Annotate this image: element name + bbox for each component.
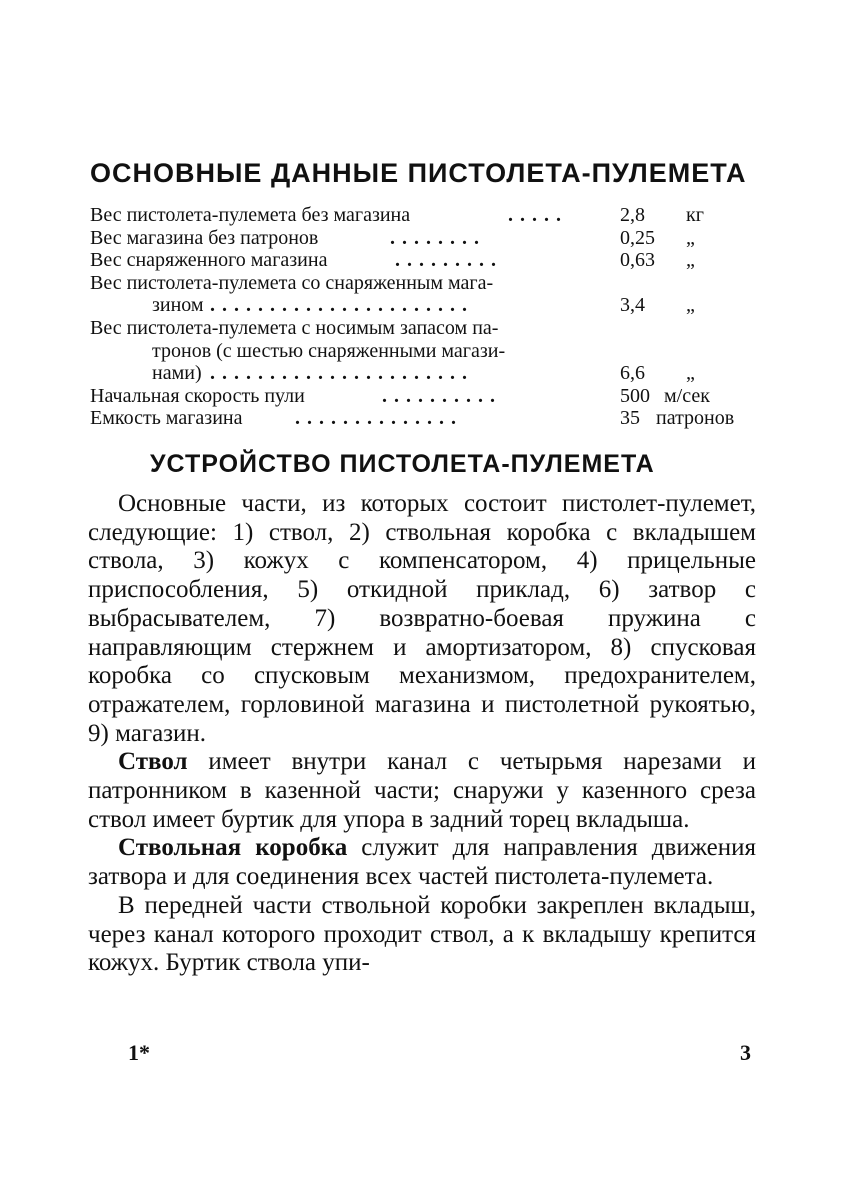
spec-leader-dots: . . . . . . . . — [390, 226, 480, 249]
spec-label: Вес снаряженного магазина — [90, 249, 328, 272]
spec-label: нами) — [152, 362, 202, 385]
spec-unit: „ — [686, 294, 695, 317]
spec-row — [90, 227, 760, 250]
spec-value: 35 — [620, 407, 640, 430]
spec-row — [90, 407, 760, 430]
spec-label: Вес пистолета-пулемета без магазина — [90, 204, 411, 226]
spec-value: 0,25 — [620, 226, 655, 249]
spec-leader-dots: . . . . . . . . . . . . . . — [295, 407, 457, 430]
spec-value: 0,63 — [620, 249, 655, 272]
spec-unit: патронов — [656, 407, 735, 430]
specs-list — [90, 204, 760, 430]
paragraph — [88, 892, 756, 978]
spec-value: 2,8 — [620, 204, 645, 226]
spec-row — [90, 340, 760, 363]
spec-label: Начальная скорость пули — [90, 384, 305, 407]
paragraph-text: Основные части, из которых состоит пистолет-пулемет, следующие: 1) ствол, 2) ствольная коробка с вкладышем ствола, 3) кожух с компенсатором, 4) прицельные приспособления, 5) откидной приклад, 6) затвор с выбрасывателем, 7) возвратно-боевая пружина с направляющим стержнем и амортизатором, 8) спусковая коробка со спусковым механизмом, предохранителем, отражателем, горловиной магазина и пистолетной рукоятью, 9) магазин. — [88, 490, 756, 747]
spec-unit: м/сек — [664, 384, 710, 407]
body-text — [88, 490, 756, 978]
paragraph — [88, 490, 756, 748]
page-number: 3 — [740, 1040, 751, 1065]
spec-label: Вес пистолета-пулемета с носимым запасом па- — [90, 316, 499, 339]
spec-label: Вес пистолета-пулемета со снаряженным мага- — [90, 271, 494, 294]
paragraph-text: служит для направления движения затвора и для соединения всех частей пистолета-пулемета. — [88, 834, 757, 891]
spec-leader-dots: . . . . . . . . . . . . . . . . . . . . . . — [210, 362, 468, 385]
spec-unit: „ — [686, 226, 695, 249]
spec-unit: „ — [686, 249, 695, 272]
paragraph — [88, 834, 756, 891]
paragraph-text: имеет внутри канал с четырьмя нарезами и патронником в казенной части; снаружи у казенного среза ствол имеет буртик для упора в задний торец вкладыша. — [88, 748, 756, 833]
signature-mark: 1* — [128, 1040, 150, 1065]
paragraph-text: В передней части ствольной коробки закреплен вкладыш, через канал которого проходит ствол, а к вкладышу крепится кожух. Буртик ствола упи- — [88, 891, 756, 977]
spec-row — [90, 385, 760, 408]
spec-value: 500 — [620, 384, 650, 407]
spec-row — [90, 204, 760, 227]
spec-label: тронов (с шестью снаряженными магази- — [152, 339, 506, 362]
spec-leader-dots: . . . . . — [508, 204, 562, 226]
paragraph — [88, 748, 756, 834]
spec-label: Емкость магазина — [90, 407, 243, 430]
spec-unit: кг — [686, 204, 704, 226]
spec-row — [90, 294, 760, 317]
spec-value: 3,4 — [620, 294, 645, 317]
term-bold: Ствол — [118, 748, 188, 776]
main-heading: ОСНОВНЫЕ ДАННЫЕ ПИСТОЛЕТА-ПУЛЕМЕТА — [90, 158, 747, 188]
spec-row — [90, 249, 760, 272]
spec-row — [90, 362, 760, 385]
spec-label: Вес магазина без патронов — [90, 226, 319, 249]
spec-leader-dots: . . . . . . . . . — [395, 249, 497, 272]
spec-label: зином — [152, 294, 204, 317]
spec-leader-dots: . . . . . . . . . . . . . . . . . . . . . . — [210, 294, 468, 317]
term-bold: Ствольная коробка — [118, 834, 348, 862]
spec-leader-dots: . . . . . . . . . . — [382, 384, 496, 407]
spec-row — [90, 317, 760, 340]
section-heading: УСТРОЙСТВО ПИСТОЛЕТА-ПУЛЕМЕТА — [150, 450, 655, 478]
spec-row — [90, 272, 760, 295]
spec-value: 6,6 — [620, 362, 645, 385]
spec-unit: „ — [686, 362, 695, 385]
